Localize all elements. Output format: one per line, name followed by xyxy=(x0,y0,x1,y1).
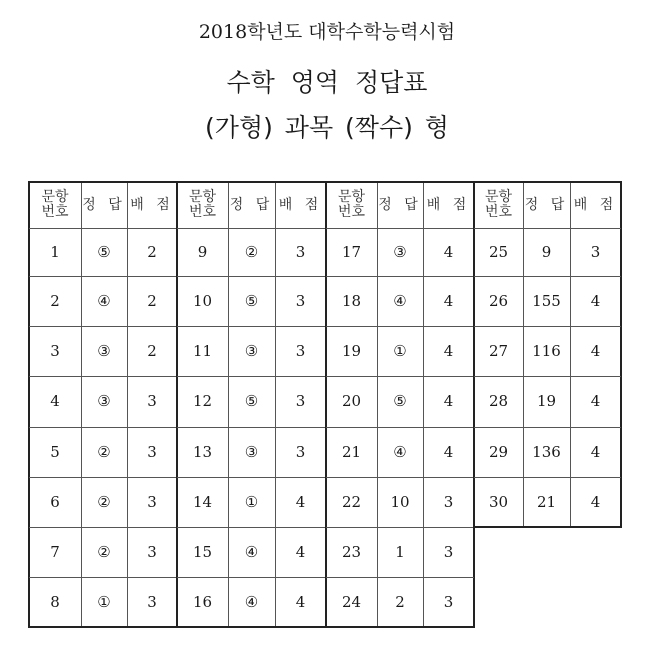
table-gridline xyxy=(29,376,177,377)
header-text: 문항 xyxy=(337,189,366,206)
table-gridline xyxy=(29,527,177,528)
column-header-score: 배 점 xyxy=(573,196,618,213)
table-gridline xyxy=(29,276,177,277)
answer-cell: ⑤ xyxy=(97,242,111,261)
question-number-cell: 18 xyxy=(341,291,362,310)
answer-cell: 1 xyxy=(395,542,405,561)
answer-cell: 9 xyxy=(541,242,552,261)
table-gridline xyxy=(474,228,621,229)
table-gridline xyxy=(474,276,621,277)
score-cell: 2 xyxy=(147,341,157,360)
table-gridline xyxy=(127,182,128,627)
score-cell: 3 xyxy=(443,492,454,511)
question-number-cell: 20 xyxy=(341,392,362,410)
answer-cell: ③ xyxy=(97,392,111,410)
question-number-cell: 13 xyxy=(192,442,213,461)
table-gridline xyxy=(523,182,524,527)
table-gridline xyxy=(474,376,621,377)
table-gridline xyxy=(474,326,621,327)
column-header-answer: 정 답 xyxy=(378,196,422,213)
score-cell: 3 xyxy=(147,442,157,461)
question-number-cell: 28 xyxy=(488,392,509,410)
score-cell: 4 xyxy=(295,492,306,511)
table-gridline xyxy=(29,326,177,327)
table-gridline xyxy=(177,626,326,628)
score-cell: 4 xyxy=(443,291,454,310)
question-number-cell: 1 xyxy=(50,242,60,261)
exam-subtitle: 2018학년도 대학수학능력시험 xyxy=(198,21,456,43)
table-gridline xyxy=(275,182,276,627)
answer-cell: ⑤ xyxy=(393,392,407,410)
score-cell: 2 xyxy=(147,242,157,261)
table-gridline xyxy=(29,181,177,183)
question-number-cell: 25 xyxy=(488,242,509,261)
score-cell: 4 xyxy=(590,442,601,461)
score-cell: 3 xyxy=(443,592,454,611)
question-number-cell: 24 xyxy=(341,592,362,611)
answer-cell: ② xyxy=(244,242,259,261)
answer-cell: ④ xyxy=(244,542,259,561)
table-gridline xyxy=(326,427,474,428)
question-number-cell: 2 xyxy=(50,291,60,310)
score-cell: 3 xyxy=(590,242,601,261)
score-cell: 3 xyxy=(295,392,306,410)
question-number-cell: 22 xyxy=(341,492,362,511)
answer-cell: ② xyxy=(97,442,111,461)
answer-cell: ① xyxy=(244,492,259,511)
answer-cell: ③ xyxy=(244,341,259,360)
score-cell: 3 xyxy=(295,442,306,461)
question-number-cell: 7 xyxy=(50,542,60,561)
form-type-title: (가형) 과목 (짝수) 형 xyxy=(205,113,449,142)
question-number-cell: 8 xyxy=(50,592,60,611)
table-gridline xyxy=(326,326,474,327)
column-header-score: 배 점 xyxy=(278,196,323,213)
score-cell: 4 xyxy=(295,542,306,561)
table-gridline xyxy=(28,181,30,628)
question-number-cell: 16 xyxy=(192,592,213,611)
table-gridline xyxy=(474,427,621,428)
table-gridline xyxy=(177,228,326,229)
header-text: 번호 xyxy=(41,204,69,220)
question-number-cell: 27 xyxy=(488,341,509,360)
score-cell: 4 xyxy=(590,341,601,360)
header-text: 번호 xyxy=(188,204,217,220)
table-gridline xyxy=(177,427,326,428)
table-gridline xyxy=(177,326,326,327)
answer-cell: ② xyxy=(97,492,111,511)
header-text: 번호 xyxy=(337,204,366,220)
table-gridline xyxy=(29,427,177,428)
question-number-cell: 19 xyxy=(341,341,362,360)
table-gridline xyxy=(377,182,378,627)
answer-cell: 10 xyxy=(390,492,410,511)
table-gridline xyxy=(325,181,327,628)
table-gridline xyxy=(474,181,621,183)
answer-cell: ⑤ xyxy=(244,291,259,310)
page-title: 수학 영역 정답표 xyxy=(226,68,428,97)
column-header-answer: 정 답 xyxy=(229,196,274,213)
table-gridline xyxy=(29,477,177,478)
header-text: 번호 xyxy=(484,204,513,220)
question-number-cell: 3 xyxy=(50,341,60,360)
score-cell: 3 xyxy=(147,542,157,561)
question-number-cell: 5 xyxy=(50,442,60,461)
answer-cell: 19 xyxy=(536,392,557,410)
table-gridline xyxy=(423,182,424,627)
table-gridline xyxy=(326,577,474,578)
table-gridline xyxy=(29,228,177,229)
score-cell: 3 xyxy=(147,392,157,410)
question-number-cell: 26 xyxy=(488,291,509,310)
score-cell: 4 xyxy=(443,341,454,360)
table-gridline xyxy=(81,182,82,627)
score-cell: 3 xyxy=(443,542,454,561)
answer-cell: 21 xyxy=(536,492,557,511)
column-header-answer: 정 답 xyxy=(82,196,126,213)
answer-cell: ④ xyxy=(97,291,111,310)
question-number-cell: 4 xyxy=(50,392,60,410)
column-header-score: 배 점 xyxy=(130,196,174,213)
table-gridline xyxy=(177,577,326,578)
question-number-cell: 11 xyxy=(192,341,213,360)
table-gridline xyxy=(176,181,178,628)
table-gridline xyxy=(177,276,326,277)
column-header-number xyxy=(474,182,523,228)
score-cell: 3 xyxy=(295,291,306,310)
score-cell: 3 xyxy=(147,492,157,511)
column-header-answer: 정 답 xyxy=(524,196,569,213)
table-gridline xyxy=(177,477,326,478)
table-gridline xyxy=(474,477,621,478)
score-cell: 4 xyxy=(590,392,601,410)
question-number-cell: 14 xyxy=(192,492,213,511)
question-number-cell: 29 xyxy=(488,442,509,461)
column-header-score: 배 점 xyxy=(426,196,471,213)
score-cell: 4 xyxy=(443,442,454,461)
table-gridline xyxy=(326,376,474,377)
table-gridline xyxy=(326,181,474,183)
answer-cell: 136 xyxy=(532,442,561,461)
header-text: 문항 xyxy=(188,189,217,206)
question-number-cell: 17 xyxy=(341,242,362,261)
score-cell: 2 xyxy=(147,291,157,310)
table-gridline xyxy=(473,181,475,528)
question-number-cell: 15 xyxy=(192,542,213,561)
table-gridline xyxy=(29,577,177,578)
table-gridline xyxy=(620,181,622,528)
score-cell: 3 xyxy=(295,341,306,360)
answer-cell: ④ xyxy=(244,592,259,611)
table-gridline xyxy=(326,228,474,229)
answer-cell: ③ xyxy=(244,442,259,461)
score-cell: 4 xyxy=(443,392,454,410)
question-number-cell: 30 xyxy=(488,492,509,511)
table-gridline xyxy=(326,626,474,628)
table-gridline xyxy=(326,527,474,528)
answer-cell: ② xyxy=(97,542,111,561)
table-gridline xyxy=(29,626,177,628)
table-gridline xyxy=(474,526,621,528)
question-number-cell: 21 xyxy=(341,442,362,461)
column-header-number xyxy=(326,182,377,228)
score-cell: 4 xyxy=(295,592,306,611)
answer-cell: ③ xyxy=(97,341,111,360)
score-cell: 4 xyxy=(443,242,454,261)
column-header-number xyxy=(177,182,228,228)
answer-cell: 155 xyxy=(532,291,561,310)
answer-cell: ④ xyxy=(393,442,407,461)
question-number-cell: 9 xyxy=(197,242,208,261)
answer-cell: ⑤ xyxy=(244,392,259,410)
answer-cell: 2 xyxy=(395,592,405,611)
answer-cell: ④ xyxy=(393,291,407,310)
question-number-cell: 23 xyxy=(341,542,362,561)
table-gridline xyxy=(177,376,326,377)
column-header-number xyxy=(29,182,81,228)
answer-cell: ③ xyxy=(393,242,407,261)
score-cell: 4 xyxy=(590,492,601,511)
table-gridline xyxy=(326,276,474,277)
table-gridline xyxy=(177,527,326,528)
answer-cell: ① xyxy=(393,341,407,360)
header-text: 문항 xyxy=(484,189,513,206)
question-number-cell: 12 xyxy=(192,392,213,410)
answer-cell: 116 xyxy=(532,341,561,360)
table-gridline xyxy=(228,182,229,627)
table-gridline xyxy=(326,477,474,478)
table-gridline xyxy=(570,182,571,527)
question-number-cell: 10 xyxy=(192,291,213,310)
score-cell: 3 xyxy=(295,242,306,261)
table-gridline xyxy=(177,181,326,183)
header-text: 문항 xyxy=(41,189,69,206)
score-cell: 4 xyxy=(590,291,601,310)
question-number-cell: 6 xyxy=(50,492,60,511)
answer-cell: ① xyxy=(97,592,111,611)
score-cell: 3 xyxy=(147,592,157,611)
